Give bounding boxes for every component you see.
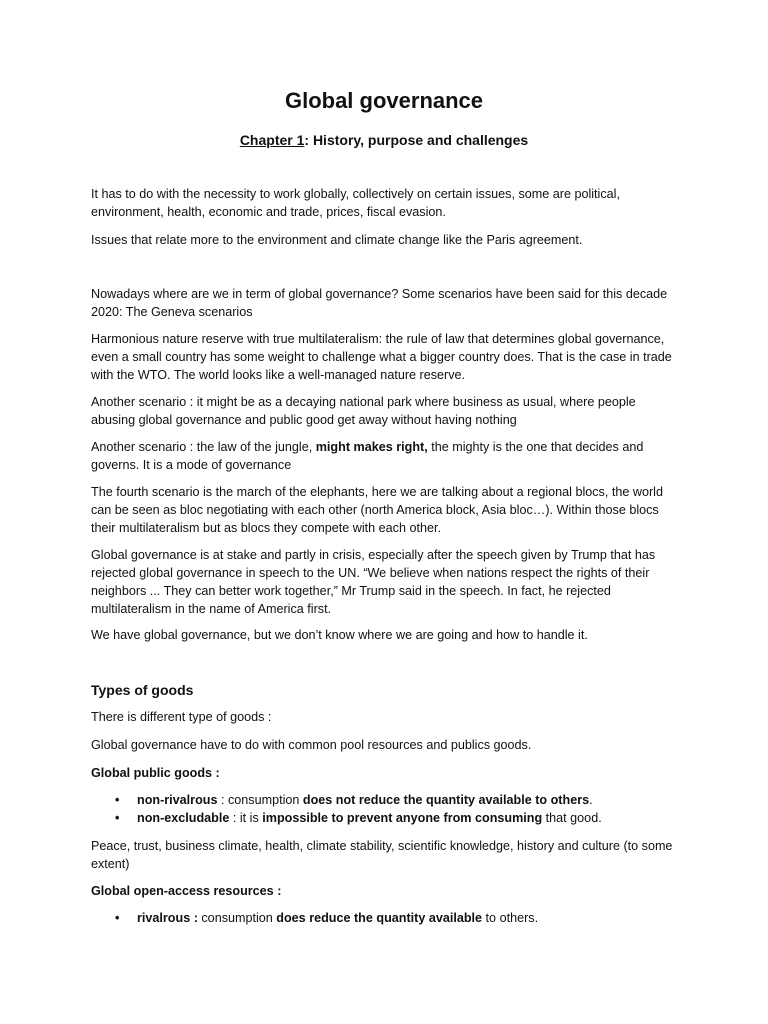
bullet-bold-text: impossible to prevent anyone from consuming bbox=[262, 811, 543, 825]
bullet-term: rivalrous : bbox=[137, 911, 198, 925]
bullet-term: non-rivalrous bbox=[137, 793, 218, 807]
open-access-heading: Global open-access resources : bbox=[91, 884, 282, 898]
paragraph-jungle bbox=[91, 438, 681, 474]
bullet-text: : consumption bbox=[217, 793, 303, 807]
bullet-icon: • bbox=[115, 911, 120, 925]
paragraph-types-intro: There is different type of goods : bbox=[91, 710, 272, 724]
paragraph-harmonious: Harmonious nature reserve with true multilateralism: the rule of law that determines global governance, even a small country has some weight to challenge what a bigger country does. That is the case in trade with the WTO. The world looks like a well-managed nature reserve. bbox=[91, 332, 672, 382]
section-heading-types: Types of goods bbox=[91, 682, 194, 698]
bullet-text-end: . bbox=[589, 793, 593, 807]
bullet-text: : it is bbox=[229, 811, 263, 825]
paragraph-public-goods-examples: Peace, trust, business climate, health, climate stability, scientific knowledge, history and culture (to some extent) bbox=[91, 839, 673, 871]
paragraph-common-pool: Global governance have to do with common pool resources and publics goods. bbox=[91, 738, 532, 752]
bullet-bold-text: does reduce the quantity available bbox=[276, 911, 483, 925]
paragraph-trump: Global governance is at stake and partly in crisis, especially after the speech given by Trump that has rejected global governance in speech to the UN. “We believe when nations respect the rights of their neighbors ... They can better work together,” Mr Trump said in the speech. In fact, he rejected multilateralism in the name of America first. bbox=[91, 548, 656, 616]
paragraph-decaying-park: Another scenario : it might be as a decaying national park where business as usual, where people abusing global governance and public good get away without having nothing bbox=[91, 395, 636, 427]
paragraph-elephants: The fourth scenario is the march of the elephants, here we are talking about a regional blocs, the world can be seen as bloc negotiating with each other (north America block, Asia bloc…). Within those blocs their multilateralism but as blocs they compete with each other. bbox=[91, 485, 663, 535]
paragraph-scenarios: Nowadays where are we in term of global governance? Some scenarios have been said for this decade 2020: The Geneva scenarios bbox=[91, 287, 668, 319]
bullet-text: consumption bbox=[197, 911, 277, 925]
bullet-text-end: that good. bbox=[542, 811, 602, 825]
paragraph-intro: It has to do with the necessity to work globally, collectively on certain issues, some are political, environment, health, economic and trade, prices, fiscal evasion. bbox=[91, 187, 620, 219]
bullet-bold-text: does not reduce the quantity available to others bbox=[302, 793, 590, 807]
jungle-text-start: Another scenario : the law of the jungle, bbox=[91, 440, 316, 454]
paragraph-paris: Issues that relate more to the environment and climate change like the Paris agreement. bbox=[91, 233, 583, 247]
bullet-term: non-excludable bbox=[137, 811, 230, 825]
bullet-text-end: to others. bbox=[482, 911, 539, 925]
chapter-heading bbox=[0, 132, 768, 148]
bullet-icon: • bbox=[115, 811, 120, 825]
bullet-icon: • bbox=[115, 793, 120, 807]
jungle-text-end: the mighty is the one that decides and governs. It is a mode of governance bbox=[91, 440, 644, 472]
bullet-rivalrous bbox=[115, 909, 697, 927]
chapter-title: : History, purpose and challenges bbox=[304, 132, 529, 148]
bullet-non-rivalrous bbox=[115, 791, 697, 809]
bullet-non-excludable bbox=[115, 809, 697, 827]
jungle-bold-phrase: might makes right, bbox=[315, 440, 428, 454]
document-title: Global governance bbox=[284, 88, 484, 113]
paragraph-conclusion: We have global governance, but we don’t know where we are going and how to handle it. bbox=[91, 628, 588, 642]
public-goods-heading: Global public goods : bbox=[91, 766, 220, 780]
chapter-number: Chapter 1 bbox=[239, 132, 305, 148]
